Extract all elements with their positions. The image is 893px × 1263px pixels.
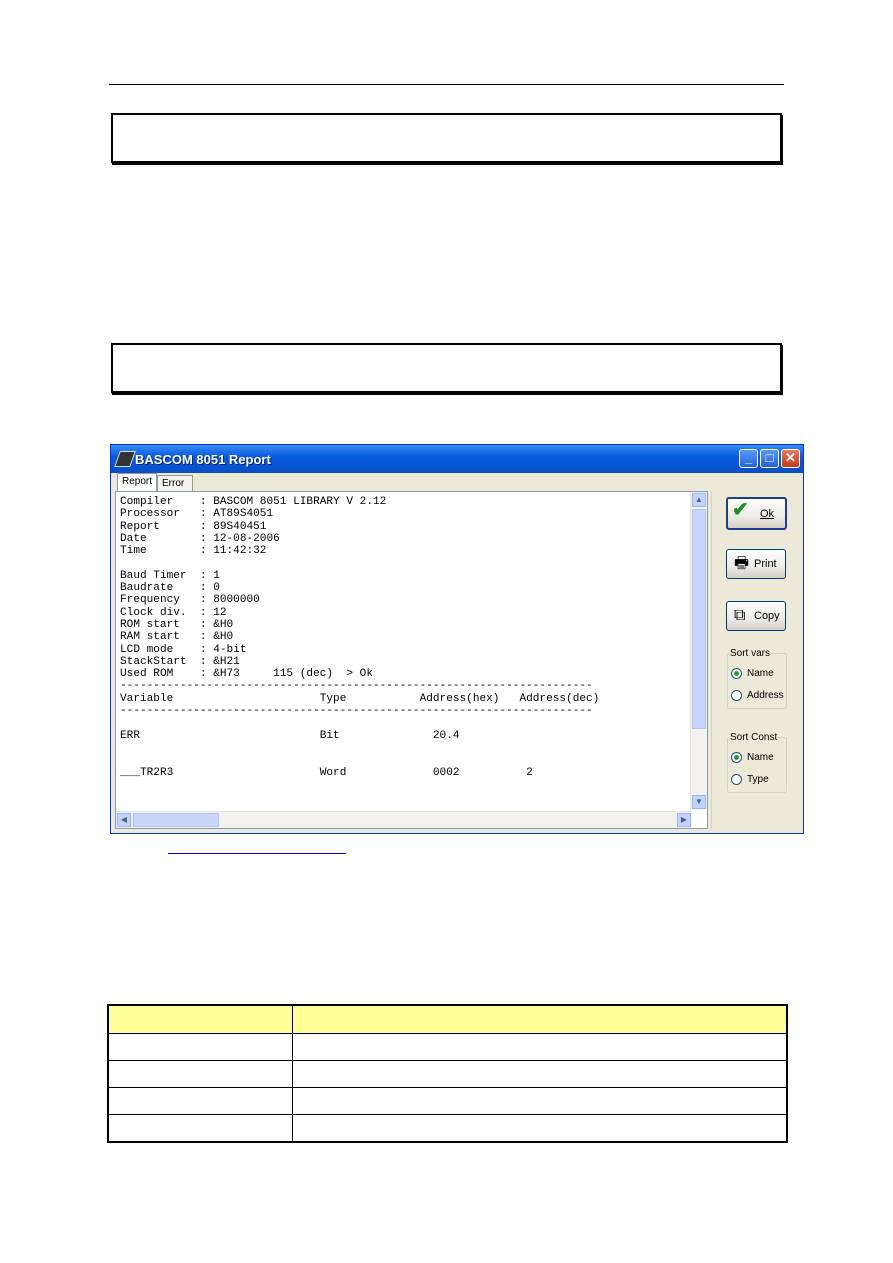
copy-button[interactable] [726,601,786,631]
checkmark-icon: ✔ [732,499,749,521]
radio-icon [731,774,742,785]
app-icon [114,451,136,467]
heading-box [111,343,782,393]
vertical-scrollbar[interactable] [690,492,707,810]
sort-const-legend: Sort Const [730,732,778,743]
close-button[interactable] [781,449,800,468]
table-row [108,1088,787,1115]
scroll-right-icon[interactable]: ▶ [677,813,691,827]
report-text: Compiler : BASCOM 8051 LIBRARY V 2.12 Processor : AT89S4051 Report : 89S40451 Date : 12-08-2006 Time : 11:42:32 Baud Timer : 1 Baudrate : 0 Frequency : 8000000 Clock div. : 12 ROM start : &H0 RAM start : &H0 LCD mode : 4-bit StackStart : &H21 Used ROM : &H73 115 (dec) > Ok ----------------------------------------------------------------------- Variable Type Address(hex) Address(dec) ----------------------------------------------------------------------- ERR Bit 20.4 ___TR2R3 Word 0002 2 [120,496,600,779]
figure-link-underline[interactable] [168,853,346,854]
maximize-icon: □ [765,450,774,465]
print-label: Print [754,558,777,570]
header-rule [109,84,784,85]
empty-table [107,1004,788,1143]
minimize-button[interactable] [739,449,758,468]
report-window [110,444,804,834]
maximize-button[interactable] [760,449,779,468]
title-bar[interactable] [111,445,803,473]
window-title: BASCOM 8051 Report [135,452,271,467]
scroll-up-icon[interactable]: ▲ [692,493,706,507]
copy-icon: ⧉ [734,607,746,624]
sort-vars-legend: Sort vars [730,648,771,659]
close-icon: ✕ [785,450,796,465]
radio-label: Name [747,752,774,763]
horizontal-scrollbar[interactable] [116,811,692,828]
printer-icon: 🖶 [734,555,750,572]
side-panel [711,491,803,829]
scroll-down-icon[interactable]: ▼ [692,795,706,809]
minimize-icon: _ [744,450,753,465]
radio-label: Name [747,668,774,679]
copy-label: Copy [754,610,780,622]
table-row [108,1115,787,1143]
table-row [108,1061,787,1088]
sort-const-type-radio[interactable] [731,773,769,786]
ok-label: Ok [760,508,775,520]
table-header-row [108,1005,787,1034]
sort-vars-group [727,648,787,709]
table-row [108,1034,787,1061]
print-button[interactable] [726,549,786,579]
tab-report[interactable]: Report [117,473,157,491]
sort-const-name-radio[interactable] [731,751,774,764]
report-text-area[interactable] [115,491,708,829]
scroll-thumb[interactable] [692,509,706,729]
scroll-thumb[interactable] [133,813,219,827]
heading-box [111,113,782,163]
sort-const-group [727,732,787,793]
sort-vars-name-radio[interactable] [731,667,774,680]
radio-icon [731,690,742,701]
ok-button[interactable] [726,497,787,530]
radio-selected-icon [731,668,742,679]
radio-label: Type [747,774,769,785]
scroll-left-icon[interactable]: ◀ [117,813,131,827]
radio-selected-icon [731,752,742,763]
radio-label: Address [747,690,784,701]
tab-error[interactable]: Error [157,475,193,491]
sort-vars-address-radio[interactable] [731,689,784,702]
